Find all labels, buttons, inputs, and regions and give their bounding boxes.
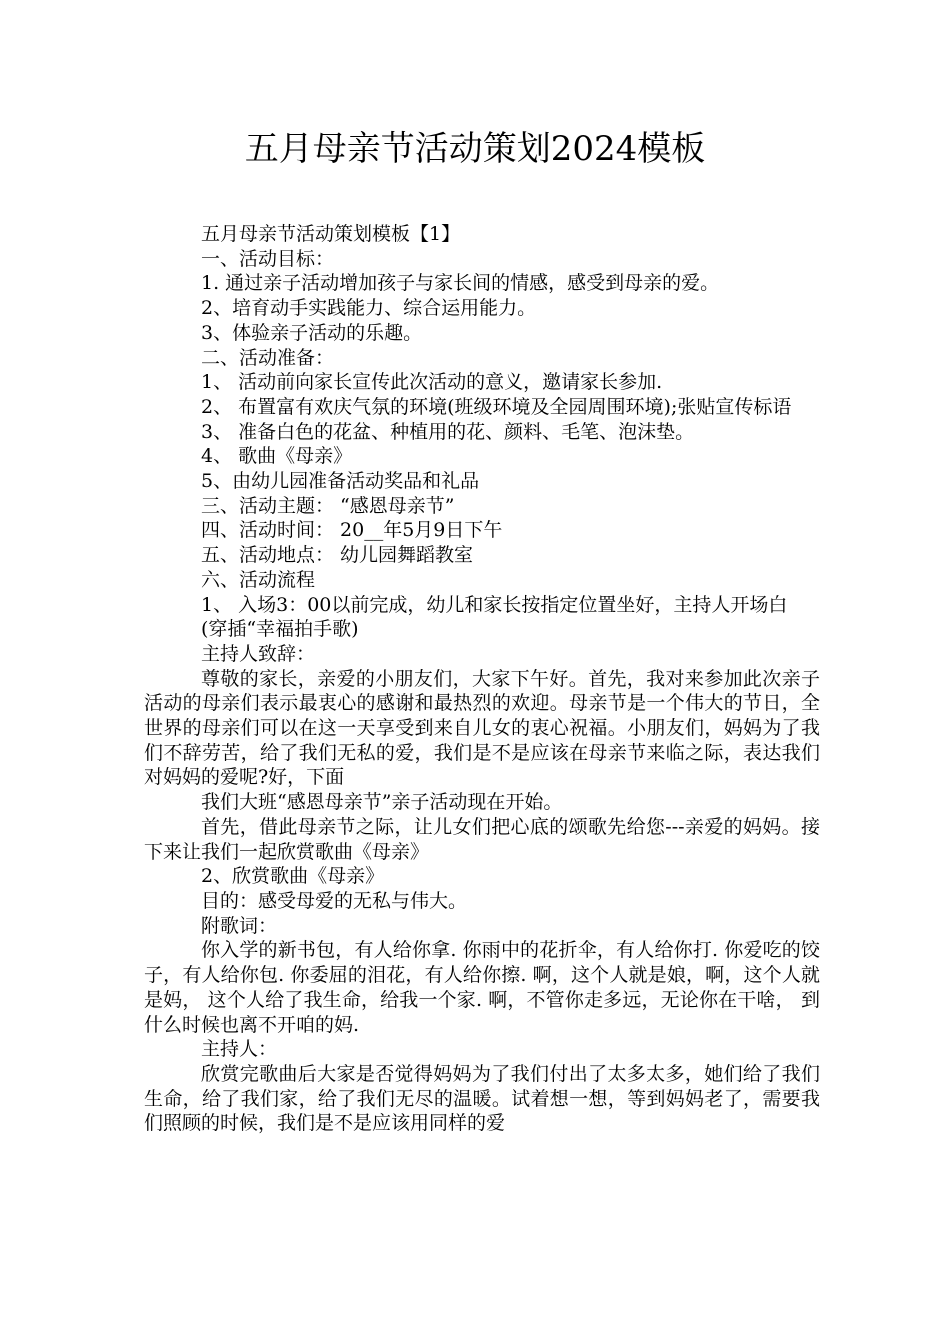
list-item: 1、 活动前向家长宣传此次活动的意义，邀请家长参加.: [201, 371, 663, 394]
list-item: 1、 入场3：00以前完成，幼儿和家长按指定位置坐好，主持人开场白: [201, 593, 788, 616]
list-item: 2、培育动手实践能力、综合运用能力。: [201, 297, 537, 320]
section-heading: 五月母亲节活动策划模板【1】: [201, 223, 461, 245]
document-body: [144, 222, 820, 1136]
section-heading: 三、活动主题： “感恩母亲节”: [201, 494, 455, 517]
section-heading: 六、活动流程: [201, 568, 316, 591]
paragraph: 附歌词：: [201, 914, 278, 937]
section-heading: 五、活动地点： 幼儿园舞蹈教室: [201, 544, 474, 567]
list-item: 3、 准备白色的花盆、种植用的花、颜料、毛笔、泡沫垫。: [201, 420, 695, 443]
paragraph: 首先，借此母亲节之际，让儿女们把心底的颂歌先给您---亲爱的妈妈。接下来让我们一起欣赏歌曲《母亲》: [144, 815, 820, 863]
section-heading: 二、活动准备：: [201, 346, 335, 369]
document-title: 五月母亲节活动策划2024模板: [244, 129, 706, 169]
paragraph: 我们大班“感恩母亲节”亲子活动现在开始。: [201, 791, 563, 814]
paragraph: 主持人致辞：: [201, 642, 316, 665]
paragraph: 目的：感受母爱的无私与伟大。: [201, 889, 468, 912]
list-item: 5、由幼儿园准备活动奖品和礼品: [201, 470, 480, 493]
list-item: 2、欣赏歌曲《母亲》: [201, 865, 385, 888]
lyrics-paragraph: 你入学的新书包，有人给你拿. 你雨中的花折伞，有人给你打. 你爱吃的饺子，有人给你包. 你委屈的泪花，有人给你擦. 啊，这个人就是娘，啊，这个人就是妈， 这个人给了我生命，给我一个家. 啊，不管你走多远，无论你在干啥， 到什么时候也离不开咱的妈.: [144, 939, 820, 1036]
section-heading: 四、活动时间： 20__年5月9日下午: [201, 519, 503, 542]
paragraph: (穿插“幸福拍手歌): [201, 618, 359, 641]
list-item: 3、体验亲子活动的乐趣。: [201, 321, 423, 344]
list-item: 2、 布置富有欢庆气氛的环境(班级环境及全园周围环境);张贴宣传标语: [201, 395, 792, 418]
section-heading: 一、活动目标：: [201, 247, 335, 270]
list-item: 1. 通过亲子活动增加孩子与家长间的情感，感受到母亲的爱。: [201, 272, 720, 295]
paragraph: 尊敬的家长，亲爱的小朋友们，大家下午好。首先，我对来参加此次亲子活动的母亲们表示最衷心的感谢和最热烈的欢迎。母亲节是一个伟大的节日，全世界的母亲们可以在这一天享受到来自儿女的衷心祝福。小朋友们，妈妈为了我们不辞劳苦，给了我们无私的爱，我们是不是应该在母亲节来临之际，表达我们对妈妈的爱呢?好，下面: [144, 667, 820, 789]
list-item: 4、 歌曲《母亲》: [201, 445, 353, 468]
paragraph: 欣赏完歌曲后大家是否觉得妈妈为了我们付出了太多太多，她们给了我们生命，给了我们家，给了我们无尽的温暖。试着想一想，等到妈妈老了，需要我们照顾的时候，我们是不是应该用同样的爱: [144, 1062, 820, 1135]
paragraph: 主持人：: [201, 1038, 278, 1061]
